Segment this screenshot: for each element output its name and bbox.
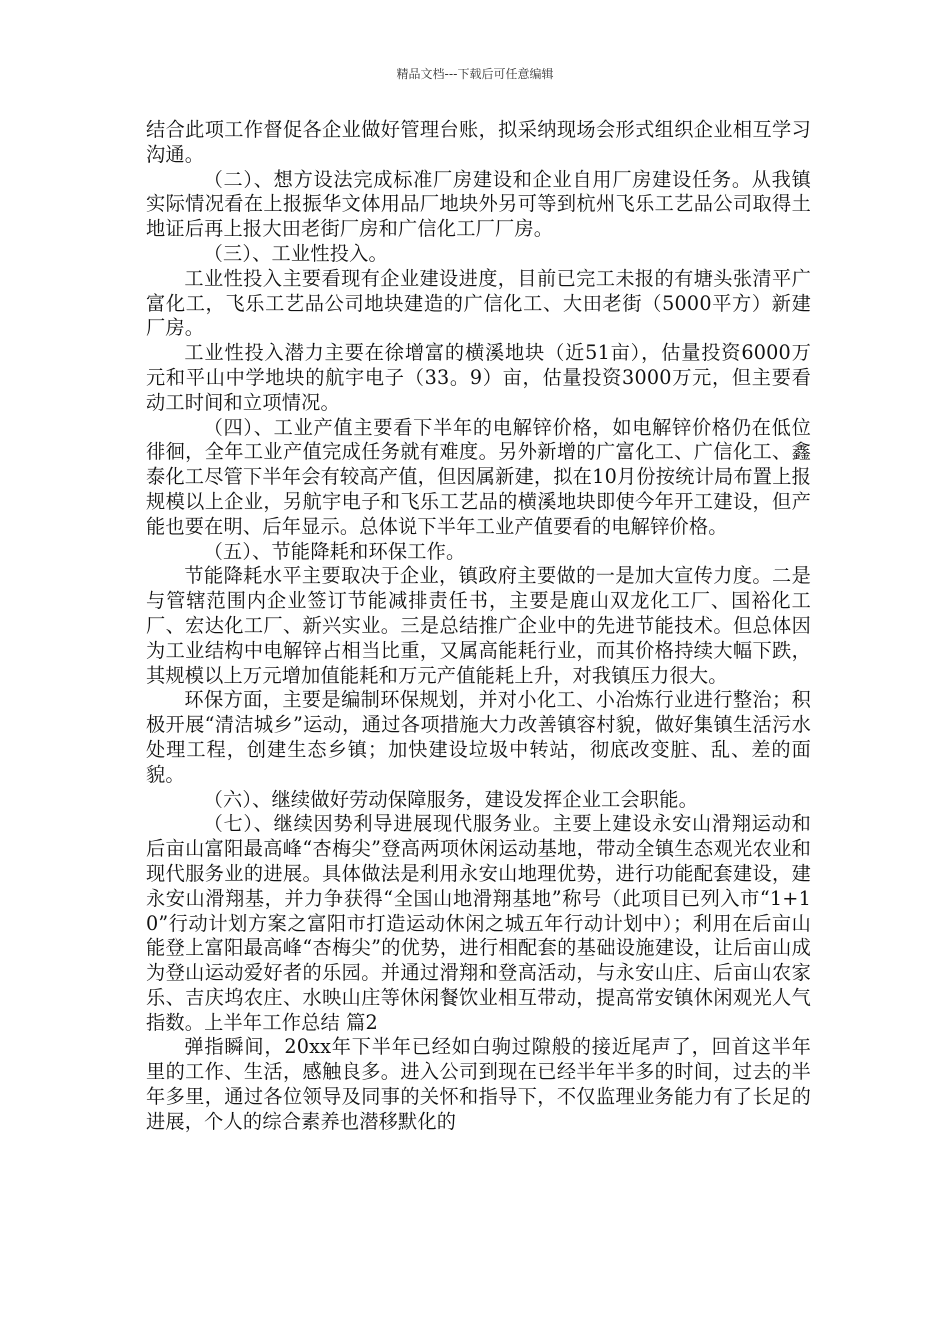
paragraph-3: （三）、工业性投入。 — [203, 241, 388, 265]
paragraph-11: （七）、继续因势利导进展现代服务业。主要上建设永安山滑翔运动和后亩山富阳最高峰“杏梅尖”登高两项休闲运动基地，带动全镇生态观光农业和现代服务业的进展。具体做法是利用永安山地理优势，进行功能配套建设，建永安山滑翔基，并力争获得“全国山地滑翔基地”称号（此项目已列入市“1+10”行动计划方案之富阳市打造运动休闲之城五年行动计划中）；利用在后亩山能登上富阳最高峰“杏梅尖”的优势，进行相配套的基础设施建设，让后亩山成为登山运动爱好者的乐园。并通过滑翔和登高活动，与永安山庄、后亩山农家乐、吉庆坞农庄、水映山庄等休闲餐饮业相互带动，提高常安镇休闲观光人气指数。上半年工作总结 篇2 — [146, 812, 811, 1034]
document-body — [146, 118, 811, 1135]
paragraph-10: （六）、继续做好劳动保障服务，建设发挥企业工会职能。 — [203, 787, 699, 811]
page-header: 精品文档---下载后可任意编辑 — [396, 67, 554, 81]
paragraph-2: （二）、想方设法完成标准厂房建设和企业自用厂房建设任务。从我镇实际情况看在上报振华文体用品厂地块外另可等到杭州飞乐工艺品公司取得土地证后再上报大田老街厂房和广信化工厂厂房。 — [146, 167, 811, 241]
paragraph-4: 工业性投入主要看现有企业建设进度，目前已完工未报的有塘头张清平广富化工，飞乐工艺品公司地块建造的广信化工、大田老街（5000平方）新建厂房。 — [146, 266, 811, 340]
paragraph-12: 弹指瞬间，20xx年下半年已经如白驹过隙般的接近尾声了，回首这半年里的工作、生活，感触良多。进入公司到现在已经半年半多的时间，过去的半年多里，通过各位领导及同事的关怀和指导下，不仅监理业务能力有了长足的进展，个人的综合素养也潜移默化的 — [146, 1035, 811, 1133]
paragraph-9: 环保方面，主要是编制环保规划，并对小化工、小冶炼行业进行整治；积极开展“清洁城乡”运动，通过各项措施大力改善镇容村貌，做好集镇生活污水处理工程，创建生态乡镇；加快建设垃圾中转站，彻底改变脏、乱、差的面貌。 — [146, 688, 811, 786]
paragraph-6: （四）、工业产值主要看下半年的电解锌价格，如电解锌价格仍在低位徘徊，全年工业产值完成任务就有难度。另外新增的广富化工、广信化工、鑫泰化工尽管下半年会有较高产值，但因属新建，拟在10月份按统计局布置上报规模以上企业，另航宇电子和飞乐工艺品的横溪地块即使今年开工建设，但产能也要在明、后年显示。总体说下半年工业产值要看的电解锌价格。 — [146, 415, 811, 538]
paragraph-8: 节能降耗水平主要取决于企业，镇政府主要做的一是加大宣传力度。二是与管辖范围内企业签订节能减排责任书，主要是鹿山双龙化工厂、国裕化工厂、宏达化工厂、新兴实业。三是总结推广企业中的先进节能技术。但总体因为工业结构中电解锌占相当比重，又属高能耗行业，而其价格持续大幅下跌，其规模以上万元增加值能耗和万元产值能耗上升，对我镇压力很大。 — [146, 564, 811, 687]
paragraph-7: （五）、节能降耗和环保工作。 — [203, 539, 466, 563]
paragraph-1: 结合此项工作督促各企业做好管理台账，拟采纳现场会形式组织企业相互学习沟通。 — [146, 118, 811, 166]
paragraph-5: 工业性投入潜力主要在徐增富的横溪地块（近51亩），估量投资6000万元和平山中学地块的航宇电子（33。9）亩，估量投资3000万元，但主要看动工时间和立项情况。 — [146, 341, 811, 414]
